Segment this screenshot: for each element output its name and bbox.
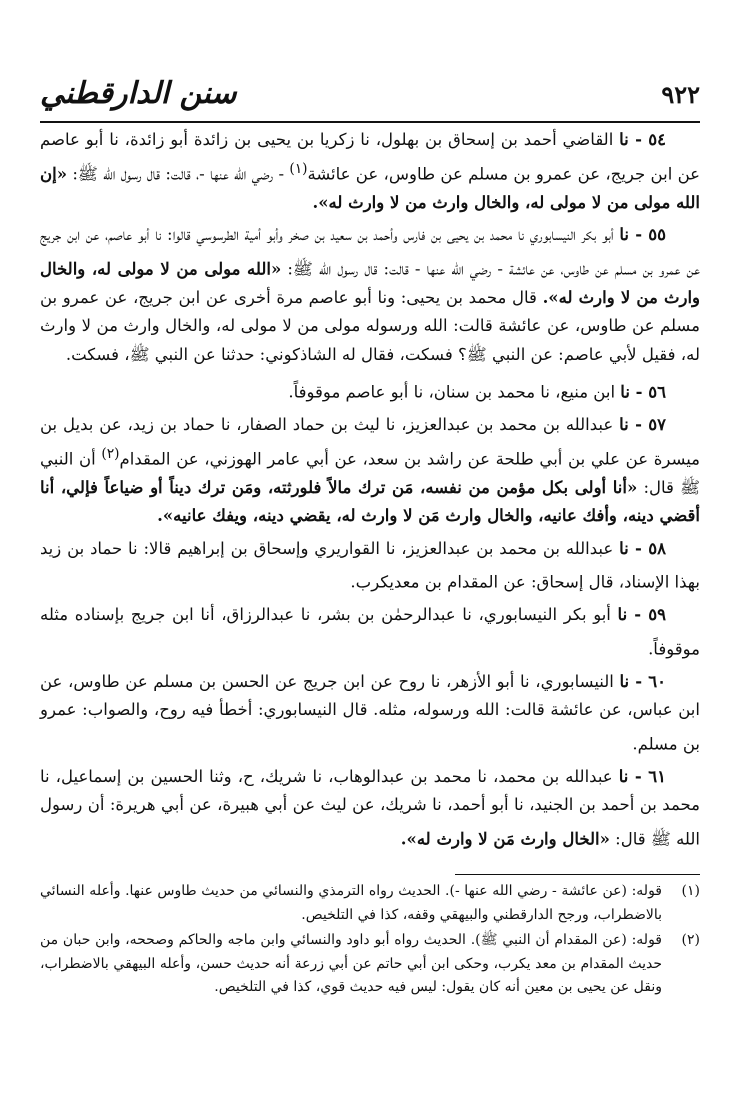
- entry-number: ٦١ - نا: [618, 766, 666, 786]
- hadith-entry-61: [40, 763, 700, 854]
- isnad-text: النيسابوري، نا أبو الأزهر، نا روح عن ابن جريج عن الحسن بن مسلم عن طاوس، عن ابن عباس، عن عائشة قالت: الله ورسوله، مثله. قال النيسابوري: أخطأ فيه روح، والصواب: عمرو بن مسلم.: [40, 671, 700, 753]
- footnote-text: قوله: (عن عائشة - رضي الله عنها -). الحديث رواه الترمذي والنسائي من حديث طاوس عنها. وأعله النسائي بالاضطراب، ورجح الدارقطني والبيهقي وقفه، كذا في التلخيص.: [40, 883, 662, 923]
- isnad-text: عبدالله بن محمد بن عبدالعزيز، نا القواريري وإسحاق بن إبراهيم قالا: نا حماد بن زيد بهذا الإسناد، قال إسحاق: عن المقدام بن معديكرب.: [40, 538, 700, 592]
- hadith-entry-56: [40, 373, 700, 407]
- footnote-text: قوله: (عن المقدام أن النبي ﷺ). الحديث رواه أبو داود والنسائي وابن ماجه والحاكم وصححه، وابن حبان من حديث المقدام بن معد يكرب، وحكى ابن أبي حاتم عن أبي زرعة أنه حديث حسن، وأعله البيهقي بالاضطراب، ونقل عن يحيى بن معين أنه كان يقول: ليس فيه حديث قوي، كذا في التلخيص.: [40, 932, 663, 995]
- hadith-entry-60: [40, 668, 700, 759]
- footnote-separator: [455, 874, 700, 875]
- entry-number: ٥٦ - نا: [620, 382, 666, 402]
- footnote-ref[interactable]: (١): [289, 160, 308, 177]
- hadith-entry-58: [40, 535, 700, 598]
- entry-number: ٥٧ - نا: [619, 415, 666, 434]
- footnotes: [40, 880, 700, 1002]
- footnote-marker: (٢): [681, 932, 700, 948]
- isnad-text: عبدالله بن محمد بن عبدالعزيز، نا ليث بن حماد الصفار، نا حماد بن زيد، عن بديل بن ميسرة عن علي بن أبي طلحة عن راشد بن سعد، عن أبي عامر الهوزني، عن المقدام: [40, 415, 701, 468]
- hadith-entry-57: [40, 411, 700, 531]
- comment-text: قال محمد بن يحيى: ونا أبو عاصم مرة أخرى عن ابن جريج، عن عمرو بن مسلم عن طاوس، عن عائشة قالت: الله ورسوله مولى من لا مولى له، والخال وارث من لا وارث له، فقيل لأبي عاصم: عن النبي ﷺ؟ فسكت، فقال له الشاذكوني: حدثنا عن النبي ﷺ، فسكت.: [40, 287, 700, 364]
- isnad-text: ابن منيع، نا محمد بن سنان، نا أبو عاصم موقوفاً.: [288, 382, 616, 402]
- footnote-1: [40, 880, 700, 927]
- page-header: [40, 72, 700, 122]
- hadith-text: «أنا أولى بكل مؤمن من نفسه، مَن ترك مالاً فلورثته، ومَن ترك ديناً أو ضياعاً فإلي، أنا أقضي دينه، وأفك عانيه، والخال وارث مَن لا وارث له، يقضي دينه، ويفك عانيه».: [40, 477, 700, 525]
- footnote-marker: (١): [681, 883, 700, 899]
- entry-number: ٦٠ - نا: [619, 671, 666, 691]
- hadith-text: «الله مولى من لا مولى له، والخال وارث من لا وارث له».: [40, 259, 700, 307]
- isnad-text: - رضي الله عنها -، قالت: قال رسول الله ﷺ:: [67, 164, 290, 183]
- isnad-text: أبو بكر النيسابوري نا محمد بن يحيى بن فارس وأحمد بن سعيد بن صخر وأبو أمية الطرسوسي قالوا: نا أبو عاصم، عن ابن جريج عن عمرو بن مسلم عن طاوس، عن عائشة - رضي الله عنها - قالت: قال رسول الله ﷺ:: [40, 225, 700, 278]
- isnad-text: القاضي أحمد بن إسحاق بن بهلول، نا زكريا بن يحيى بن زائدة أبو زائدة، نا أبو عاصم عن ابن جريج، عن عمرو بن مسلم عن طاوس، عن عائشة: [40, 130, 700, 183]
- header-rule: [40, 121, 700, 123]
- main-text: [40, 126, 700, 858]
- entry-number: ٥٤ - نا: [619, 130, 667, 149]
- entry-number: ٥٨ - نا: [619, 538, 666, 558]
- hadith-entry-54: [40, 126, 700, 217]
- book-title: سنن الدارقطني: [40, 76, 237, 111]
- page-number: ٩٢٢: [661, 80, 700, 109]
- footnote-ref[interactable]: (٢): [101, 445, 120, 462]
- isnad-text: أن النبي ﷺ قال:: [40, 449, 700, 497]
- hadith-text: «إن الله مولى من لا مولى له، والخال وارث من لا وارث له».: [40, 164, 700, 212]
- hadith-entry-55: [40, 221, 700, 369]
- hadith-entry-59: [40, 601, 700, 664]
- isnad-text: أبو بكر النيسابوري، نا عبدالرحمٰن بن بشر، نا عبدالرزاق، أنا ابن جريج بإسناده مثله موقوفاً.: [40, 605, 700, 658]
- footnote-2: [40, 929, 700, 1000]
- entry-number: ٥٥ - نا: [619, 225, 666, 244]
- isnad-text: عبدالله بن محمد، نا محمد بن عبدالوهاب، نا شريك، ح، وثنا الحسين بن إسماعيل، نا محمد بن أحمد بن الجنيد، نا أبو أحمد، نا شريك، عن ليث عن أبي هبيرة، عن أبي هريرة: أن رسول الله ﷺ قال:: [40, 766, 700, 848]
- hadith-text: «الخال وارث مَن لا وارث له».: [400, 829, 610, 848]
- entry-number: ٥٩ - نا: [617, 605, 667, 624]
